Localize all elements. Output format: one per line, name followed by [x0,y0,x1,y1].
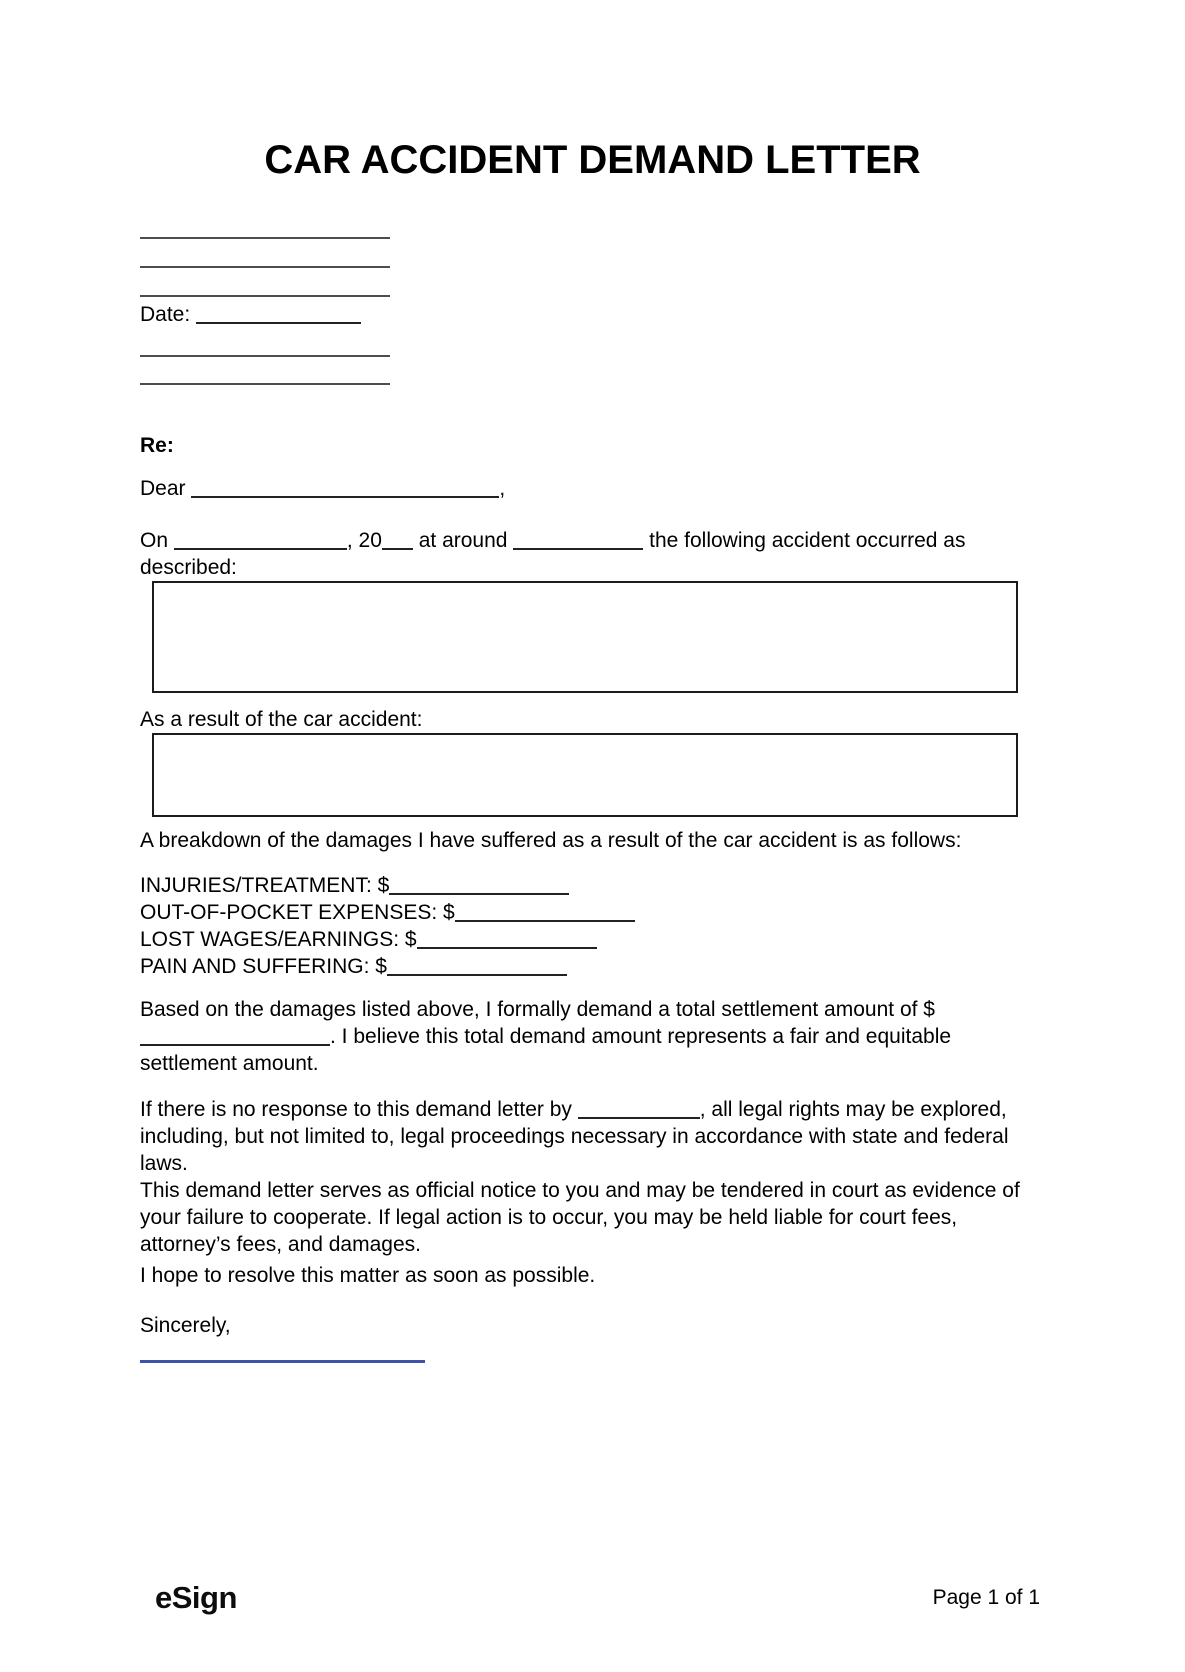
accident-time-blank [513,529,643,550]
demand-paragraph [140,996,1045,1077]
salutation-prefix: Dear [140,477,192,500]
accident-result-box [152,733,1018,817]
text-segment: at around [412,529,514,552]
page-indicator: Page 1 of 1 [932,1586,1040,1609]
settlement-amount-blank [140,1025,330,1046]
signoff: Sincerely, [140,1314,231,1337]
recipient-address-line-1 [140,333,390,357]
amount-blank [389,874,569,895]
date-label: Date: [140,303,197,326]
re-label: Re: [140,434,174,457]
sender-address-line-1 [140,210,390,239]
document-title: CAR ACCIDENT DEMAND LETTER [264,138,921,182]
recipient-address-line-2 [140,357,390,385]
text-segment: If there is no response to this demand letter by [140,1098,578,1121]
damage-label: PAIN AND SUFFERING: $ [140,955,387,978]
sender-address-line-2 [140,239,390,268]
document-page [0,136,1185,1672]
text-segment: , 20 [346,529,382,552]
recipient-name-blank [191,477,499,498]
accident-year-blank [382,529,413,550]
result-label: As a result of the car accident: [140,708,423,731]
sender-address-line-3 [140,268,390,297]
signature-line [140,1360,425,1363]
damage-label: INJURIES/TREATMENT: $ [140,874,390,897]
text-segment: . I believe this total demand amount represents a fair and equitable settlement amount. [140,1025,952,1075]
text-segment: On [140,529,174,552]
date-row [140,297,1045,333]
footer [155,1574,1040,1622]
amount-blank [455,901,635,922]
closing-line: I hope to resolve this matter as soon as possible. [140,1264,596,1287]
damages-list [140,872,1045,980]
notice-paragraph: This demand letter serves as official notice to you and may be tendered in court as evidence of your failure to cooperate. If legal action is to occur, you may be held liable for court fees, attorney’s fees, and damages. [140,1179,1020,1256]
salutation-row [140,475,1045,502]
damage-row-pain [140,953,1045,980]
text-segment: Based on the damages listed above, I formally demand a total settlement amount of $ [140,998,935,1021]
damage-label: OUT-OF-POCKET EXPENSES: $ [140,901,455,924]
text-segment: the following accident occurred as described: [140,529,966,579]
damage-row-injuries [140,872,1045,899]
accident-sentence [140,527,1045,581]
damage-row-expenses [140,899,1045,926]
amount-blank [417,928,597,949]
accident-description-box [152,581,1018,693]
damage-row-wages [140,926,1045,953]
damage-label: LOST WAGES/EARNINGS: $ [140,928,417,951]
breakdown-intro: A breakdown of the damages I have suffered as a result of the car accident is as follows: [140,829,962,852]
response-paragraph [140,1096,1045,1177]
esign-logo: eSign [155,1580,237,1615]
response-deadline-blank [578,1098,700,1119]
sender-address-block [140,210,1045,385]
accident-date-blank [174,529,347,550]
amount-blank [387,955,567,976]
date-blank [196,303,361,324]
text-segment: , all legal rights may be explored, including, but not limited to, legal proceedings necessary in accordance with state and federal laws. [140,1098,1009,1175]
salutation-suffix: , [499,477,506,500]
